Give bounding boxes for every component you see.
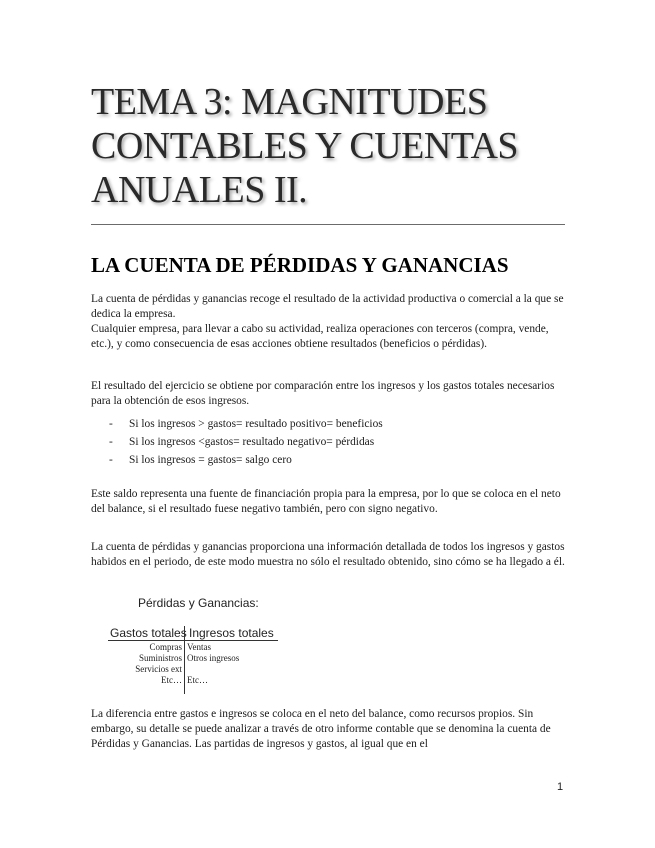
section-heading: LA CUENTA DE PÉRDIDAS Y GANANCIAS xyxy=(91,253,509,277)
title-divider xyxy=(91,224,565,225)
diagram-expense-item: Compras xyxy=(149,642,182,652)
diagram-vertical-rule xyxy=(184,626,185,694)
diagram-income-item xyxy=(187,664,239,675)
list-item xyxy=(91,451,571,469)
result-conditions-list xyxy=(91,415,571,469)
bullet-dash: - xyxy=(109,436,113,448)
diagram-expense-item: Suministros xyxy=(138,653,182,663)
diagram-income-item: Ventas xyxy=(187,642,211,652)
bullet-dash: - xyxy=(109,418,113,430)
diagram-expense-item: Servicios ext xyxy=(135,664,182,674)
paragraph-result: El resultado del ejercicio se obtiene por comparación entre los ingresos y los gastos totales necesarios para la obtención de esos ingresos. xyxy=(91,380,555,408)
list-item-text: Si los ingresos <gastos= resultado negativo= pérdidas xyxy=(129,436,375,448)
bullet-dash: - xyxy=(109,454,113,466)
diagram-income-item: Otros ingresos xyxy=(187,653,240,663)
document-title: TEMA 3: MAGNITUDES CONTABLES Y CUENTAS ANUALES II. xyxy=(91,81,519,211)
diagram-left-header: Gastos totales xyxy=(110,626,187,640)
diagram-right-header: Ingresos totales xyxy=(189,626,274,640)
list-item-text: Si los ingresos > gastos= resultado positivo= beneficios xyxy=(129,418,383,430)
diagram-expenses-list xyxy=(135,642,182,686)
list-item xyxy=(91,433,571,451)
diagram-income-list xyxy=(187,642,239,686)
paragraph-detail: La cuenta de pérdidas y ganancias proporciona una información detallada de todos los ingresos y gastos habidos en el periodo, de este modo muestra no sólo el resultado obtenido, sino cómo se ha llegado a él. xyxy=(91,541,565,569)
paragraph-operations: Cualquier empresa, para llevar a cabo su actividad, realiza operaciones con terceros (compra, vende, etc.), y como consecuencia de esas acciones obtiene resultados (beneficios o pérdidas). xyxy=(91,323,549,351)
paragraph-difference: La diferencia entre gastos e ingresos se coloca en el neto del balance, como recursos propios. Sin embargo, su detalle se puede analizar a través de otro informe contable que se denomina la cuenta de Pérdidas y Ganancias. Las partidas de ingresos y gastos, al igual que en el xyxy=(91,708,551,751)
diagram-horizontal-rule xyxy=(108,640,278,641)
profit-loss-diagram xyxy=(108,596,308,696)
page-number: 1 xyxy=(557,781,564,793)
paragraph-financing: Este saldo representa una fuente de financiación propia para la empresa, por lo que se coloca en el neto del balance, si el resultado fuese negativo también, pero con signo negativo. xyxy=(91,488,561,516)
diagram-title: Pérdidas y Ganancias: xyxy=(138,596,259,610)
list-item xyxy=(91,415,571,433)
list-item-text: Si los ingresos = gastos= salgo cero xyxy=(129,454,292,466)
diagram-expense-item: Etc… xyxy=(161,675,182,685)
diagram-income-item: Etc… xyxy=(187,675,208,685)
paragraph-intro: La cuenta de pérdidas y ganancias recoge el resultado de la actividad productiva o comercial a la que se dedica la empresa. xyxy=(91,293,564,321)
